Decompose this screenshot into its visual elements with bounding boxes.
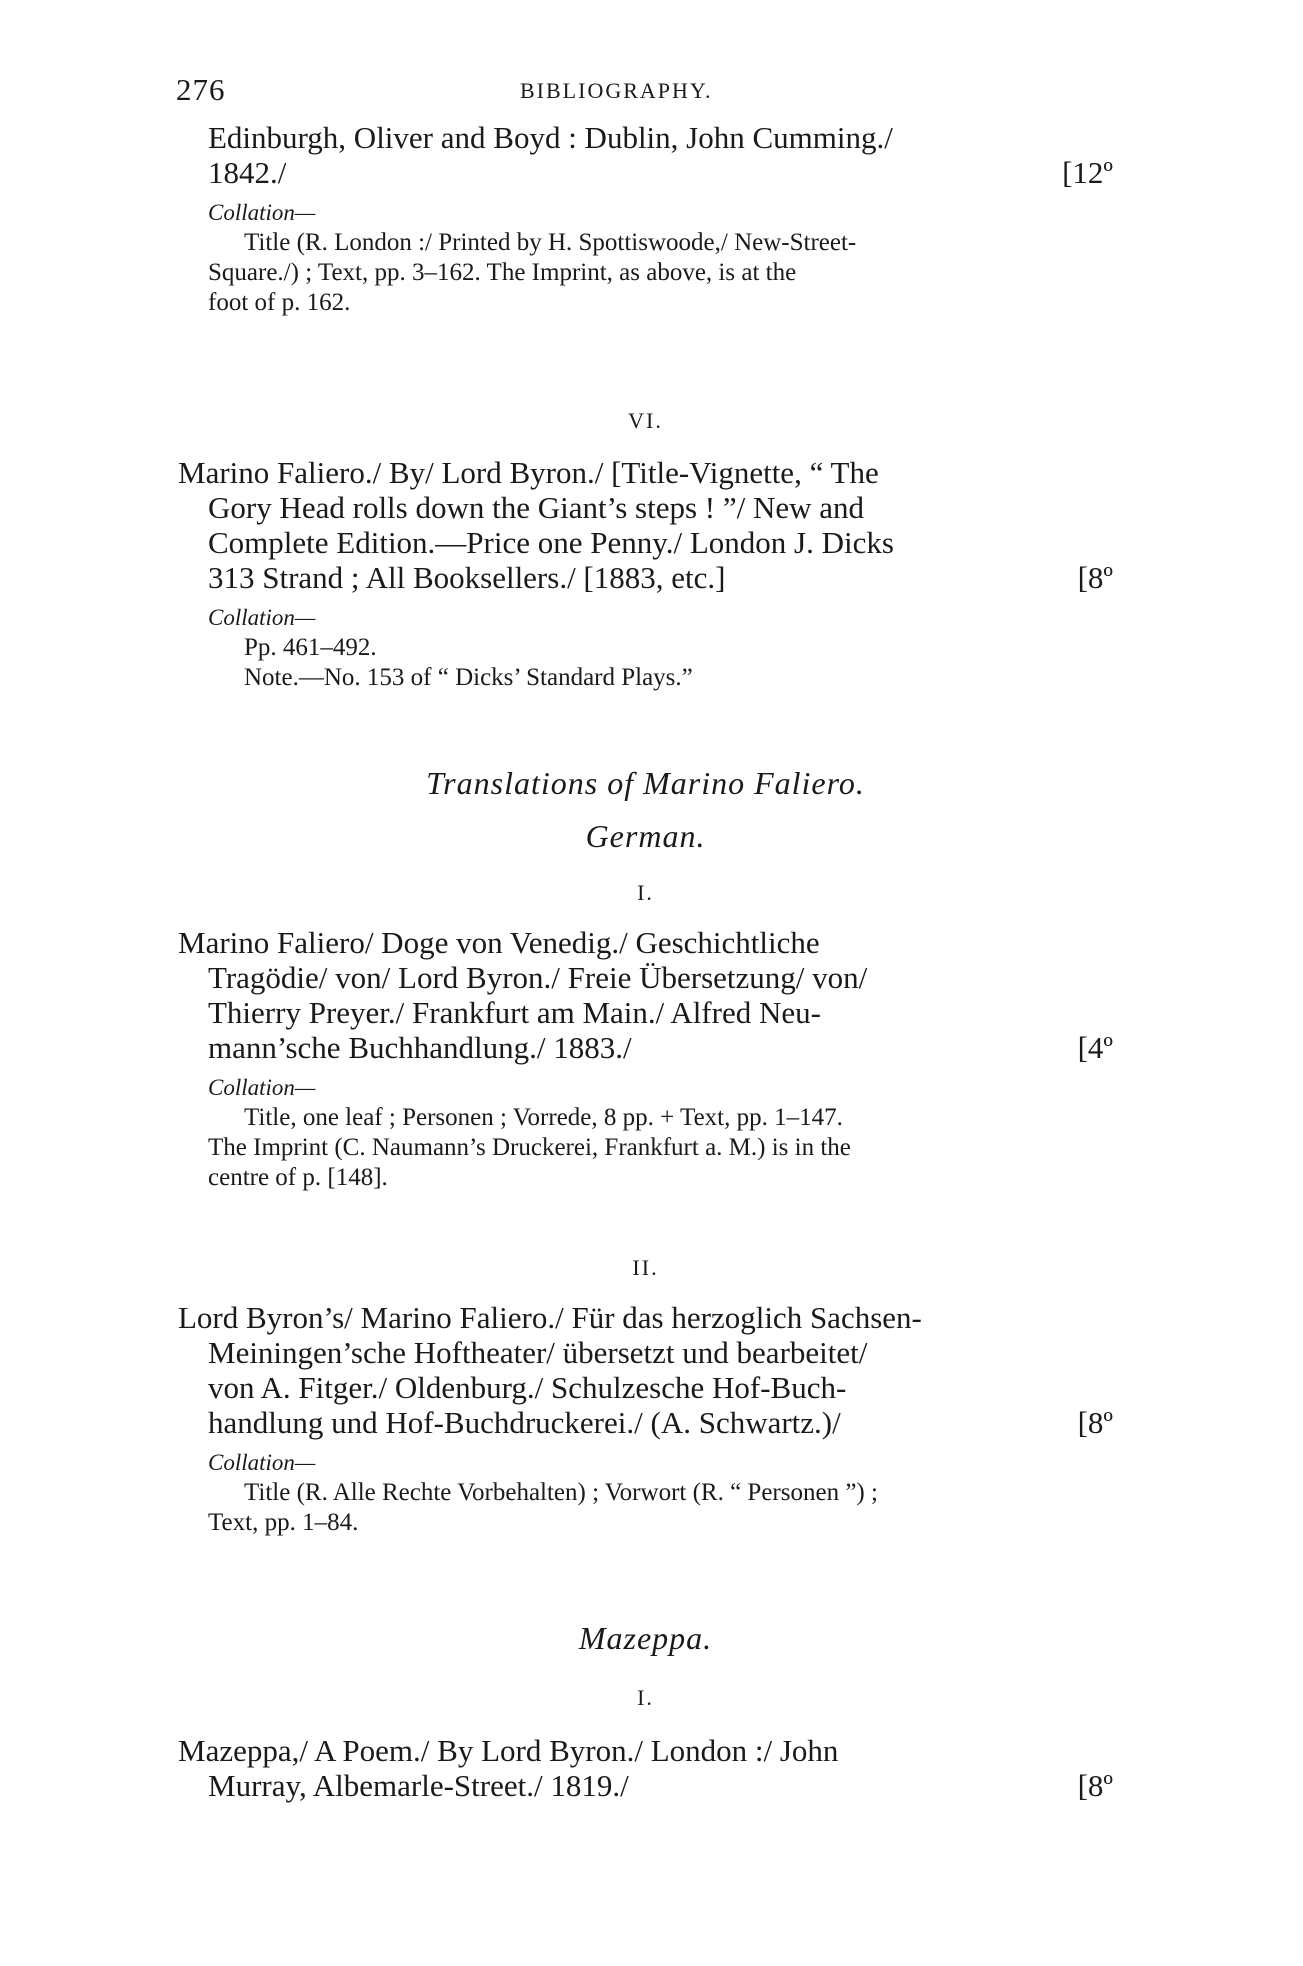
entry-line: Edinburgh, Oliver and Boyd : Dublin, John Cumming./ (208, 120, 893, 155)
mazeppa-heading: Mazeppa. (578, 1620, 713, 1656)
entry-line: Tragödie/ von/ Lord Byron./ Freie Übersetzung/ von/ (208, 960, 868, 995)
collation-line: The Imprint (C. Naumann’s Druckerei, Frankfurt a. M.) is in the (208, 1134, 851, 1161)
collation-text (178, 633, 1113, 693)
format-mark: [12º (1062, 155, 1113, 190)
entry-german-i (178, 925, 1113, 1193)
collation-line: Square./) ; Text, pp. 3–162. The Imprint, as above, is at the (208, 259, 797, 286)
translations-heading: Translations of Marino Faliero. (426, 765, 865, 801)
collation-line: Text, pp. 1–84. (208, 1509, 359, 1536)
entry-text: Murray, Albemarle-Street./ 1819./ (208, 1768, 629, 1803)
collation-line: Title (R. London :/ Printed by H. Spottiswoode,/ New-Street- (244, 229, 857, 256)
running-head: BIBLIOGRAPHY. (520, 78, 713, 103)
collation-label: Collation— (208, 1450, 316, 1475)
entry-mazeppa-i (178, 1733, 1113, 1803)
collation-note: Note.—No. 153 of “ Dicks’ Standard Plays.” (244, 664, 693, 691)
collation-line: centre of p. [148]. (208, 1164, 388, 1191)
format-mark: [4º (1077, 1030, 1113, 1065)
entry-line: Marino Faliero/ Doge von Venedig./ Geschichtliche (178, 925, 820, 960)
german-heading: German. (585, 818, 706, 854)
entry-german-ii (178, 1300, 1113, 1538)
format-mark: [8º (1077, 1768, 1113, 1803)
entry-text: handlung und Hof-Buchdruckerei./ (A. Schwartz.)/ (208, 1405, 841, 1440)
entry-line (178, 1405, 1113, 1440)
continued-entry (178, 120, 1113, 318)
entry-line: Mazeppa,/ A Poem./ By Lord Byron./ London :/ John (178, 1733, 839, 1768)
entry-line (178, 1030, 1113, 1065)
entry-text: mann’sche Buchhandlung./ 1883./ (208, 1030, 632, 1065)
collation-text (178, 1103, 1113, 1193)
collation-line: Title (R. Alle Rechte Vorbehalten) ; Vorwort (R. “ Personen ”) ; (244, 1479, 878, 1506)
entry-line: Meiningen’sche Hoftheater/ übersetzt und bearbeitet/ (208, 1335, 868, 1370)
entry-line: Gory Head rolls down the Giant’s steps ! ”/ New and (208, 490, 865, 525)
entry-text: 313 Strand ; All Booksellers./ [1883, etc.] (208, 560, 726, 595)
section-number-german-i: I. (637, 880, 654, 905)
section-number-vi: VI. (628, 408, 663, 433)
collation-line: Pp. 461–492. (244, 634, 377, 661)
format-mark: [8º (1077, 1405, 1113, 1440)
entry-vi (178, 455, 1113, 693)
entry-line (178, 1768, 1113, 1803)
entry-line: Thierry Preyer./ Frankfurt am Main./ Alfred Neu- (208, 995, 821, 1030)
section-number-german-ii: II. (632, 1255, 659, 1280)
entry-line: Marino Faliero./ By/ Lord Byron./ [Title-Vignette, “ The (178, 455, 879, 490)
page-header (176, 72, 1116, 112)
collation-label: Collation— (208, 200, 316, 225)
page-number: 276 (176, 72, 226, 107)
collation-text (178, 228, 1113, 318)
collation-label: Collation— (208, 605, 316, 630)
collation-line: foot of p. 162. (208, 289, 351, 316)
entry-line: Complete Edition.—Price one Penny./ London J. Dicks (208, 525, 894, 560)
entry-line (178, 155, 1113, 190)
collation-label: Collation— (208, 1075, 316, 1100)
collation-text (178, 1478, 1113, 1538)
entry-line: Lord Byron’s/ Marino Faliero./ Für das herzoglich Sachsen- (178, 1300, 922, 1335)
entry-text: 1842./ (208, 155, 287, 190)
entry-line: von A. Fitger./ Oldenburg./ Schulzesche Hof-Buch- (208, 1370, 847, 1405)
format-mark: [8º (1077, 560, 1113, 595)
section-number-mazeppa-i: I. (637, 1685, 654, 1710)
entry-line (178, 560, 1113, 595)
collation-line: Title, one leaf ; Personen ; Vorrede, 8 pp. + Text, pp. 1–147. (244, 1104, 843, 1131)
